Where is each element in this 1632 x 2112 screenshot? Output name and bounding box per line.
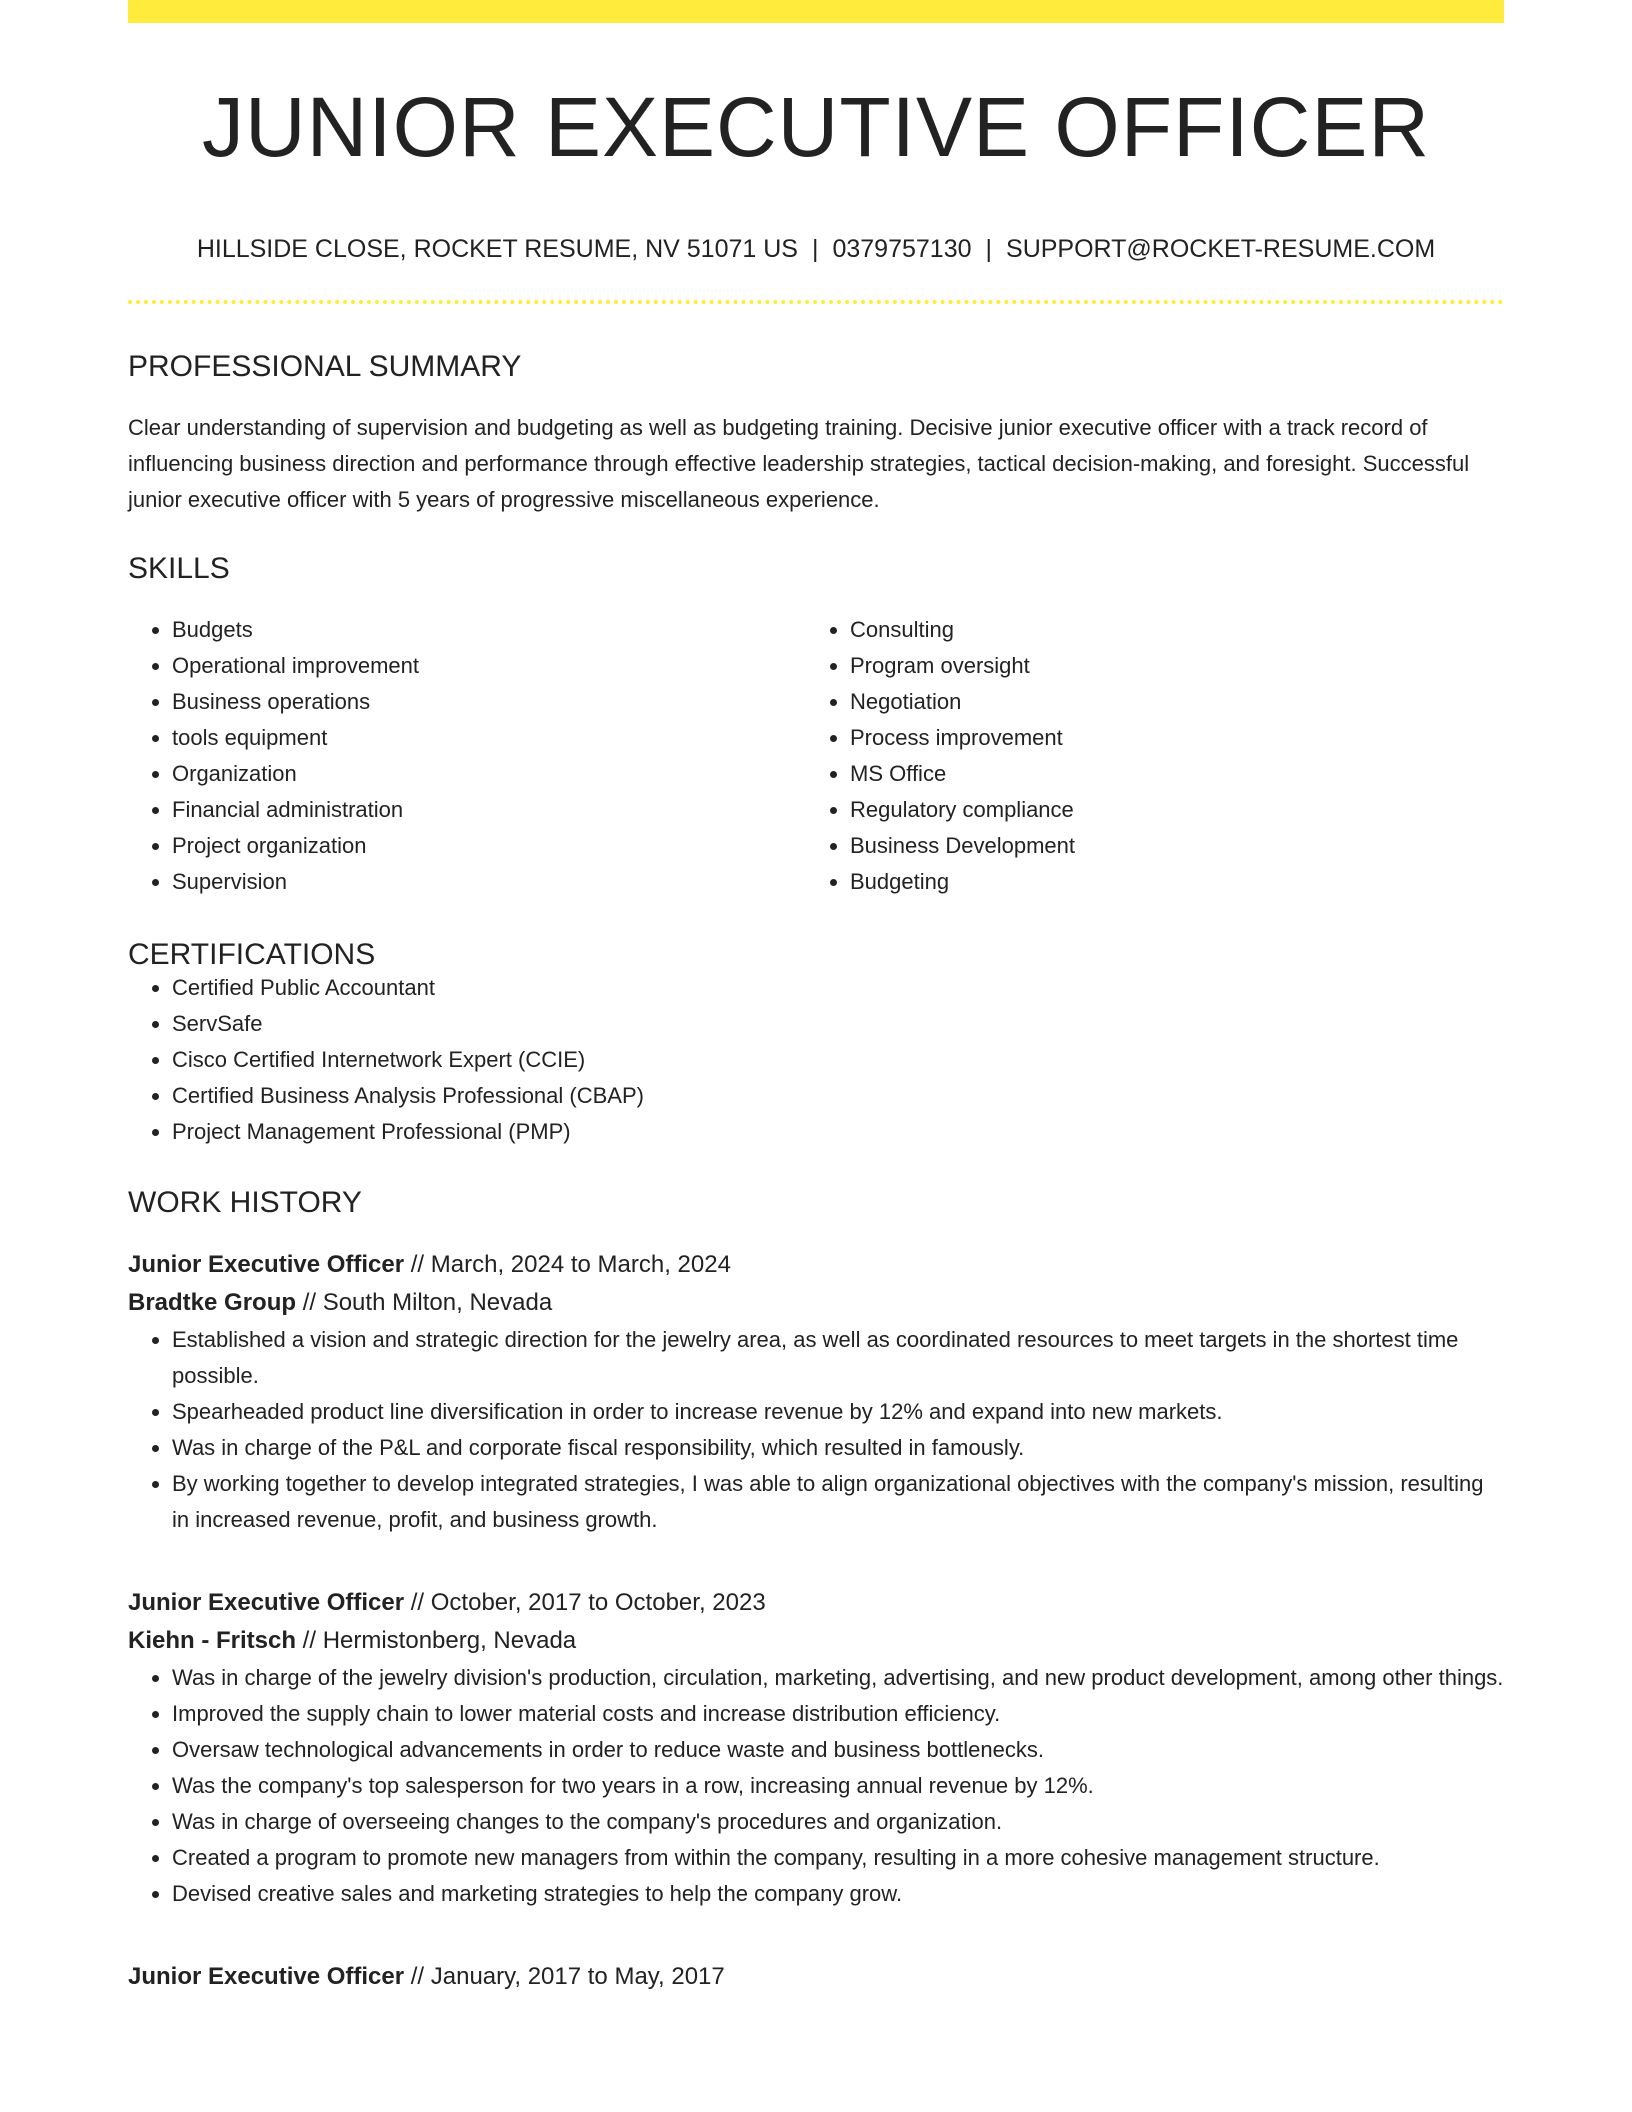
resume-page bbox=[128, 0, 1504, 1996]
job-company-line bbox=[128, 1622, 1504, 1660]
skill-item: • Consulting bbox=[850, 612, 1484, 648]
certification-item: • Certified Public Accountant bbox=[172, 970, 1504, 1006]
skill-item: • Business Development bbox=[850, 828, 1484, 864]
job-role: Junior Executive Officer bbox=[128, 1589, 405, 1616]
job-bullet: • By working together to develop integrated strategies, I was able to align organizational objectives with the company's mission, resulting in increased revenue, profit, and business growth. bbox=[172, 1466, 1504, 1538]
job-title-line bbox=[128, 1246, 1504, 1284]
job-title-line bbox=[128, 1958, 1504, 1996]
skill-item: • MS Office bbox=[850, 756, 1484, 792]
job-bullet: • Was the company's top salesperson for two years in a row, increasing annual revenue by 12%. bbox=[172, 1768, 1504, 1804]
skills-list-right bbox=[806, 612, 1484, 900]
job-bullet: • Improved the supply chain to lower material costs and increase distribution efficiency. bbox=[172, 1696, 1504, 1732]
job-dates: // March, 2024 to March, 2024 bbox=[404, 1251, 731, 1278]
skill-item: • Program oversight bbox=[850, 648, 1484, 684]
header-accent-bar bbox=[128, 0, 1504, 23]
skill-item: • Negotiation bbox=[850, 684, 1484, 720]
job-bullet: • Oversaw technological advancements in order to reduce waste and business bottlenecks. bbox=[172, 1732, 1504, 1768]
job-bullets bbox=[128, 1322, 1504, 1538]
skill-item: • Budgeting bbox=[850, 864, 1484, 900]
job-bullet: • Was in charge of the jewelry division's production, circulation, marketing, advertising, and new product development, among other things. bbox=[172, 1660, 1504, 1696]
certification-item: • Cisco Certified Internetwork Expert (CCIE) bbox=[172, 1042, 1504, 1078]
contact-phone: 0379757130 bbox=[832, 235, 972, 263]
summary-heading: PROFESSIONAL SUMMARY bbox=[128, 350, 522, 383]
skill-item: • Process improvement bbox=[850, 720, 1484, 756]
job-role: Junior Executive Officer bbox=[128, 1963, 405, 1990]
job-dates: // January, 2017 to May, 2017 bbox=[404, 1963, 725, 1990]
contact-line bbox=[128, 237, 1504, 262]
job-location: // South Milton, Nevada bbox=[296, 1289, 553, 1316]
job-role: Junior Executive Officer bbox=[128, 1251, 405, 1278]
job-title-line bbox=[128, 1584, 1504, 1622]
job-entry bbox=[128, 1958, 1504, 1996]
certification-item: • Project Management Professional (PMP) bbox=[172, 1114, 1504, 1150]
certifications-list bbox=[128, 970, 1504, 1150]
contact-address: HILLSIDE CLOSE, ROCKET RESUME, NV 51071 US bbox=[196, 235, 798, 263]
skill-item: • Organization bbox=[172, 756, 806, 792]
skill-item: • Operational improvement bbox=[172, 648, 806, 684]
job-bullet: • Was in charge of the P&L and corporate fiscal responsibility, which resulted in famously. bbox=[172, 1430, 1504, 1466]
contact-separator: | bbox=[811, 235, 819, 263]
work-history-heading: WORK HISTORY bbox=[128, 1186, 362, 1219]
job-company: Kiehn - Fritsch bbox=[128, 1627, 297, 1654]
skill-item: • Supervision bbox=[172, 864, 806, 900]
header-divider bbox=[128, 300, 1504, 304]
skill-item: • Regulatory compliance bbox=[850, 792, 1484, 828]
resume-name: JUNIOR EXECUTIVE OFFICER bbox=[201, 80, 1431, 174]
skills-list-left bbox=[128, 612, 806, 900]
job-company-line bbox=[128, 1284, 1504, 1322]
summary-text: Clear understanding of supervision and budgeting as well as budgeting training. Decisive junior executive officer with a track record of influencing business direction and performance through effective leadership strategies, tactical decision-making, and foresight. Successful junior executive officer with 5 years of progressive miscellaneous experience. bbox=[128, 415, 1470, 512]
contact-separator: | bbox=[985, 235, 993, 263]
job-bullet: • Was in charge of overseeing changes to the company's procedures and organization. bbox=[172, 1804, 1504, 1840]
skill-item: • tools equipment bbox=[172, 720, 806, 756]
skills-heading: SKILLS bbox=[128, 552, 230, 585]
job-bullet: • Established a vision and strategic direction for the jewelry area, as well as coordinated resources to meet targets in the shortest time possible. bbox=[172, 1322, 1504, 1394]
skills-grid bbox=[128, 612, 1504, 900]
job-company: Bradtke Group bbox=[128, 1289, 297, 1316]
skill-item: • Project organization bbox=[172, 828, 806, 864]
job-bullet: • Created a program to promote new managers from within the company, resulting in a more cohesive management structure. bbox=[172, 1840, 1504, 1876]
job-bullets bbox=[128, 1660, 1504, 1912]
job-bullet: • Spearheaded product line diversification in order to increase revenue by 12% and expand into new markets. bbox=[172, 1394, 1504, 1430]
job-dates: // October, 2017 to October, 2023 bbox=[404, 1589, 766, 1616]
contact-email: SUPPORT@ROCKET-RESUME.COM bbox=[1006, 235, 1436, 263]
job-location: // Hermistonberg, Nevada bbox=[296, 1627, 577, 1654]
certification-item: • ServSafe bbox=[172, 1006, 1504, 1042]
skill-item: • Financial administration bbox=[172, 792, 806, 828]
certifications-heading: CERTIFICATIONS bbox=[128, 938, 376, 971]
skill-item: • Budgets bbox=[172, 612, 806, 648]
skill-item: • Business operations bbox=[172, 684, 806, 720]
job-bullet: • Devised creative sales and marketing strategies to help the company grow. bbox=[172, 1876, 1504, 1912]
certification-item: • Certified Business Analysis Professional (CBAP) bbox=[172, 1078, 1504, 1114]
job-entry bbox=[128, 1584, 1504, 1912]
job-entry bbox=[128, 1246, 1504, 1538]
